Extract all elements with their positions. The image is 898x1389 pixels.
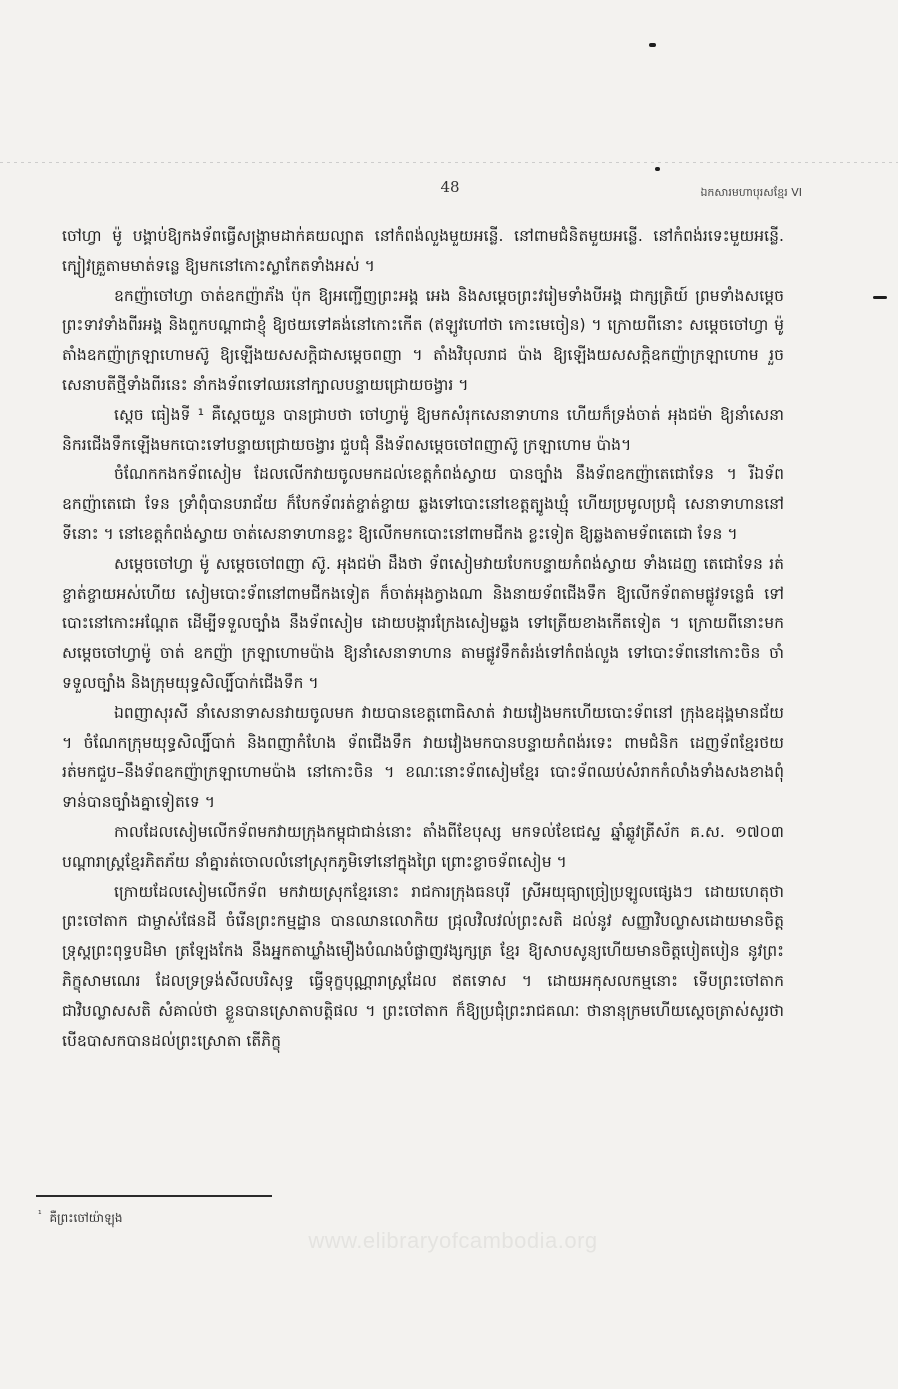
paragraph: ស្ដេច ធៀងទី ¹ គឺស្ដេចយួន បានជ្រាបថា ចៅហ្វាម៉ូ ឱ្យមកសំរុកសេនាទាហាន ហើយក៏ទ្រង់ចាត់ អុងជម៉ា ឱ្យនាំសេនានិករជើងទឹកឡើងមកបោះទៅបន្ទាយជ្រោយចង្វារ ជួបជុំ នឹងទ័ពសម្ដេចចៅពញាស៊ូ ក្រឡាហោម ប៉ាង។ bbox=[62, 405, 784, 454]
footnote-text: គឺព្រះចៅយ៉ាឡុង bbox=[49, 1211, 123, 1225]
paragraph: កាលដែលសៀមលើកទ័ពមកវាយក្រុងកម្ពុជាជាន់នោះ តាំងពីខែបុស្ស មកទល់ខែជេស្ឋ ឆ្នាំឆ្លូវត្រីស័ក គ.ស. ១៧០៣ បណ្ដារាស្ត្រខ្មែរភិតភ័យ នាំគ្នារត់ចោលលំនៅស្រុកភូមិទៅនៅក្នុងព្រៃ ព្រោះខ្លាចទ័ពសៀម ។ bbox=[62, 822, 784, 871]
paragraph: ចៅហ្វា ម៉ូ បង្គាប់ឱ្យកងទ័ពធ្វើសង្គ្រាមដាក់គយល្បាត នៅកំពង់លួងមួយអន្លើ. នៅពាមជំនិតមួយអន្លើ. នៅកំពង់រទេះមួយអន្លើ. ក្បៀវគ្រួតាមមាត់ទន្លេ ឱ្យមកនៅកោះស្លាកែតទាំងអស់ ។ bbox=[62, 227, 784, 275]
paragraph: ចំណែកកងកទ័ពសៀម ដែលលើកវាយចូលមកដល់ខេត្តកំពង់ស្វាយ បានច្បាំង នឹងទ័ពឧកញ៉ាតេជោទែន ។ រីឯទ័ពឧកញ៉ាតេជោ ទែន ទ្រាំពុំបានបរាជ័យ ក៏បែកទ័ពរត់ខ្ចាត់ខ្ចាយ ឆ្លងទៅបោះនៅខេត្តត្បូងឃ្មុំ ហើយប្រមូលប្រជុំ សេនាទាហាននៅទីនោះ ។ នៅខេត្តកំពង់ស្វាយ ចាត់សេនាទាហានខ្លះ ឱ្យលើកមកបោះនៅពាមជីកង ខ្លះទៀត ឱ្យឆ្លងតាមទ័ពតេជោ ទែន ។ bbox=[62, 465, 784, 543]
paragraph: សម្ដេចចៅហ្វា ម៉ូ សម្ដេចចៅពញា ស៊ូ. អុងជម៉ា ដឹងថា ទ័ពសៀមវាយបែកបន្ទាយកំពង់ស្វាយ ទាំងដេញ តេជោទែន រត់ខ្ចាត់ខ្ចាយអស់ហើយ សៀមបោះទ័ពនៅពាមជីកងទៀត ក៏ចាត់អុងក្វាងណា និងនាយទ័ពជើងទឹក ឱ្យលើកទ័ពតាមផ្លូវទន្លេធំ ទៅបោះនៅកោះអណ្ដែត ដើម្បីទទួលច្បាំង នឹងទ័ពសៀម ដោយបង្ការក្រែងសៀមឆ្លង ទៅត្រើយខាងកើតទៀត ។ ក្រោយពីនោះមក សម្ដេចចៅហ្វាម៉ូ ចាត់ ឧកញ៉ា ក្រឡាហោមប៉ាង ឱ្យនាំសេនាទាហាន តាមផ្លូវទឹកតំរង់ទៅកំពង់លួង ទៅបោះទ័ពនៅកោះចិន ចាំទទួលច្បាំង និងក្រុមយុទ្ធសិល្បិ៍បាក់ជើងទឹក ។ bbox=[62, 554, 784, 692]
footnote-marker: ¹ bbox=[38, 1210, 42, 1220]
footnote-rule bbox=[36, 1195, 272, 1197]
paragraph: ក្រោយដែលសៀមលើកទ័ព មកវាយស្រុកខ្មែរនោះ រាជការក្រុងធនបុរី ស្រីអយុធ្យាច្រៀប្រឡូលផ្សេងៗ ដោយហេតុថាព្រះចៅតាក ជាម្ចាស់ផែនដី ចំរើនព្រះកម្មដ្ឋាន បានឈានលោកិយ ជ្រុលវិលវល់ព្រះសតិ ដល់នូវ សញ្ញាវិបល្លាសដោយមានចិត្តទ្រុស្តព្រះពុទ្ធបដិមា ត្រឡែងកែង នឹងអ្នកតាឃ្លាំងមឿងបំណងបំផ្លាញវង្សក្សត្រ ខ្មែរ ឱ្យសាបសូន្យហើយមានចិត្តបៀតបៀន នូវព្រះភិក្ខុសាមណេរ ដែលទ្រទ្រង់សីលបរិសុទ្ធ ធ្វើទុក្ខបុណ្ណារាស្ត្រដែល ឥតទោស ។ ដោយអកុសលកម្មនោះ ទើបព្រះចៅតាកជាវិបល្លាសសតិ សំគាល់ថា ខ្លួនបានស្រោតាបត្តិផល ។ ព្រះចៅតាក ក៏ឱ្យប្រជុំព្រះរាជគណៈ ថានានុក្រមហើយស្ដេចត្រាស់សួរថា បើឧបាសកបានដល់ព្រះស្រោតា តើភិក្ខុ bbox=[62, 882, 784, 1050]
running-head: ឯកសារមហាបុរសខ្មែរ VI bbox=[700, 186, 802, 199]
page-number: 48 bbox=[440, 178, 460, 196]
footnote bbox=[38, 1210, 122, 1228]
scan-speck bbox=[655, 167, 660, 171]
watermark: www.elibraryofcambodia.org bbox=[308, 1228, 598, 1253]
scan-speck bbox=[649, 43, 656, 47]
scan-speck bbox=[873, 296, 887, 299]
paragraph: ឯពញាសុរសី នាំសេនាទាសនវាយចូលមក វាយបានខេត្តពោធិសាត់ វាយវៀងមកហើយបោះទ័ពនៅ ក្រុងឧដុង្គមានជ័យ ។ ចំណែកក្រុមយុទ្ធសិល្បិ៍បាក់ និងពញាកំហែង ទ័ពជើងទឹក វាយវៀងមកបានបន្ទាយកំពង់រទេះ ពាមជំនិក ដេញទ័ពខ្មែរថយរត់មកជួប–នឹងទ័ពឧកញ៉ាក្រឡាហោមប៉ាង នៅកោះចិន ។ ខណៈនោះទ័ពសៀមខ្មែរ បោះទ័ពឈប់សំរាកកំលាំងទាំងសងខាងពុំទាន់បានច្បាំងគ្នាទៀតទេ ។ bbox=[62, 703, 784, 812]
scan-artifact-line bbox=[0, 162, 898, 163]
body-text bbox=[62, 222, 784, 1056]
paragraph: ឧកញ៉ាចៅហ្វា ចាត់ឧកញ៉ាភ័ង ប៉ុក ឱ្យអញ្ជើញព្រះអង្គ អេង និងសម្ដេចព្រះវរៀមទាំងបីអង្គ ជាក្សត្រិយ៍ ព្រមទាំងសម្ដេចព្រះទាវទាំងពីរអង្គ និងពួកបណ្ដាជាខ្ញុំ ឱ្យថយទៅគង់នៅកោះកើត (ឥឡូវហៅថា កោះមេចៀន) ។ ក្រោយពីនោះ សម្ដេចចៅហ្វា ម៉ូ តាំងឧកញ៉ាក្រឡាហោមស៊ូ ឱ្យឡើងយសសក្ដិជាសម្ដេចពញា ។ តាំងវិបុលរាជ ប៉ាង ឱ្យឡើងយសសក្ដិឧកញ៉ាក្រឡាហោម រួចសេនាបតីថ្មីទាំងពីរនេះ នាំកងទ័ពទៅឈរនៅក្បាលបន្ទាយជ្រោយចង្វារ ។ bbox=[62, 286, 784, 394]
